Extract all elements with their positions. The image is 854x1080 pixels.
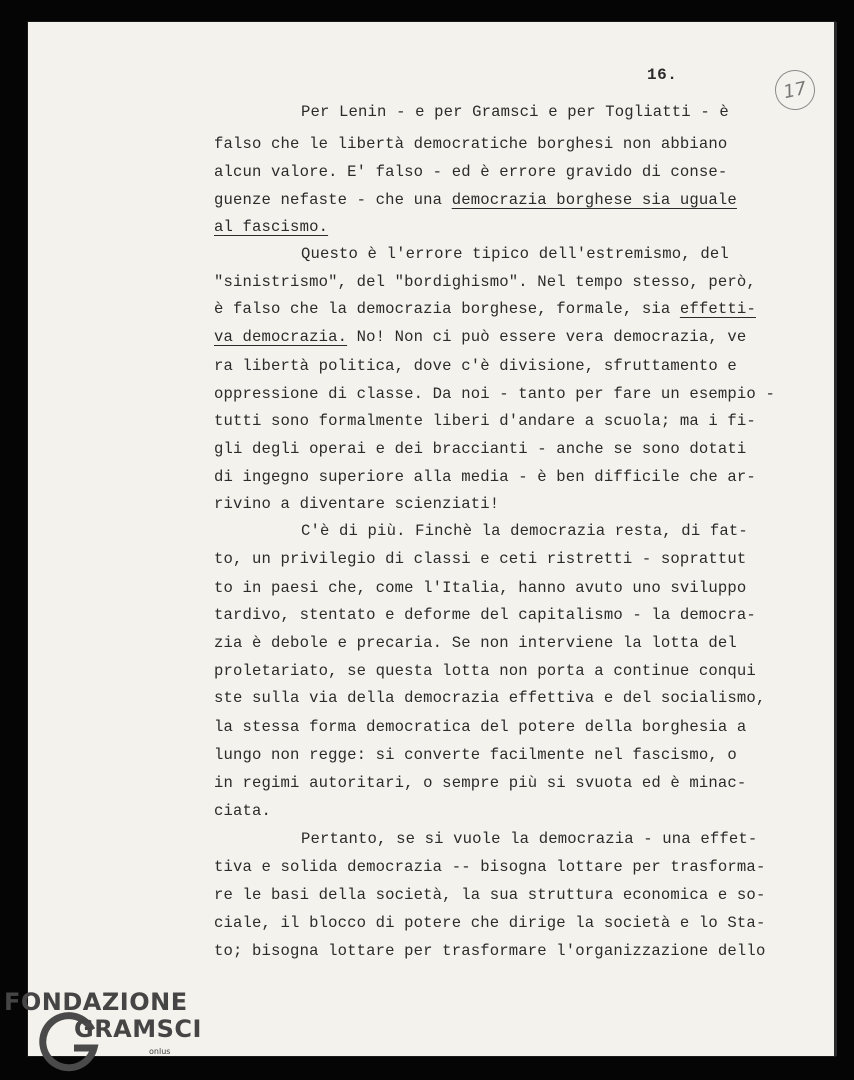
text-segment: falso che le libertà democratiche borghesi non abbiano [214,135,728,153]
text-line [214,134,727,154]
watermark-line1: FONDAZIONE [4,988,188,1016]
watermark-line2: GRAMSCI [74,1015,202,1043]
text-line [214,439,746,459]
text-segment: ste sulla via della democrazia effettiva e del socialismo, [214,689,766,707]
text-segment: re le basi della società, la sua struttura economica e so- [214,886,766,904]
text-segment: "sinistrismo", del "bordighismo". Nel tempo stesso, però, [214,273,756,291]
text-line [301,521,748,541]
text-segment: la stessa forma democratica del potere della borghesia a [214,718,747,736]
text-segment: tutti sono formalmente liberi d'andare a scuola; ma i fi- [214,412,756,430]
text-segment: tardivo, stentato e deforme del capitalismo - la democra- [214,606,756,624]
text-line [214,857,765,877]
text-line [214,272,756,292]
text-line [301,244,729,264]
text-line [214,327,746,347]
fondazione-gramsci-watermark [4,988,214,1076]
underlined-text: democrazia borghese sia uguale [451,191,737,209]
text-line [214,941,765,961]
text-segment: ciata. [214,802,272,820]
text-line [214,688,765,708]
text-line [214,633,737,653]
text-segment: è falso che la democrazia borghese, formale, sia [214,300,680,318]
text-segment: Per Lenin - e per Gramsci e per Togliatti - è [301,103,729,121]
text-line [214,605,756,625]
text-segment: Pertanto, se si vuole la democrazia - una effet- [301,830,758,848]
text-segment: gli degli operai e dei braccianti - anche se sono dotati [214,440,747,458]
text-segment: No! Non ci può essere vera democrazia, ve [347,328,747,346]
text-line [214,913,765,933]
text-line [214,717,746,737]
page-edge [834,22,837,1056]
text-line [214,411,756,431]
text-line [301,102,729,122]
text-segment: oppressione di classe. Da noi - tanto per fare un esempio - [214,385,775,403]
text-segment: to; bisogna lottare per trasformare l'organizzazione dello [214,942,766,960]
text-segment: to in paesi che, come l'Italia, hanno avuto uno sviluppo [214,579,747,597]
text-line [214,217,328,237]
text-segment: to, un privilegio di classi e ceti ristretti - soprattut [214,550,747,568]
text-segment: in regimi autoritari, o sempre più si svuota ed è minac- [214,774,747,792]
text-segment: guenze nefaste - che una [214,191,452,209]
text-line [214,467,756,487]
text-segment: ra libertà politica, dove c'è divisione, sfruttamento e [214,357,737,375]
underlined-text: va democrazia. [214,328,348,346]
text-line [214,356,737,376]
text-segment: ciale, il blocco di potere che dirige la società e lo Sta- [214,914,766,932]
watermark-small: onlus [149,1047,171,1056]
text-line [214,299,756,319]
text-segment: Questo è l'errore tipico dell'estremismo, del [301,245,729,263]
text-line [214,773,746,793]
text-segment: C'è di più. Finchè la democrazia resta, di fat- [301,522,748,540]
text-segment: tiva e solida democrazia -- bisogna lottare per trasforma- [214,858,766,876]
text-segment: zia è debole e precaria. Se non interviene la lotta del [214,634,737,652]
text-line [214,745,737,765]
text-segment: proletariato, se questa lotta non porta a continue conqui [214,662,756,680]
text-line [214,578,746,598]
text-line [214,190,737,210]
text-line [214,801,271,821]
underlined-text: al fascismo. [214,218,329,236]
text-line [214,549,746,569]
text-segment: lungo non regge: si converte facilmente nel fascismo, o [214,746,737,764]
page-number: 16. [647,66,678,84]
text-line [214,162,727,182]
text-segment: rivino a diventare scienziati! [214,495,500,513]
text-line [301,829,757,849]
text-segment: di ingegno superiore alla media - è ben difficile che ar- [214,468,756,486]
text-line [214,494,499,514]
text-line [214,885,765,905]
text-segment: alcun valore. E' falso - ed è errore gravido di conse- [214,163,728,181]
text-line [214,384,775,404]
archive-stamp-number: 17 [771,66,818,113]
text-line [214,661,756,681]
underlined-text: effetti- [679,300,756,318]
